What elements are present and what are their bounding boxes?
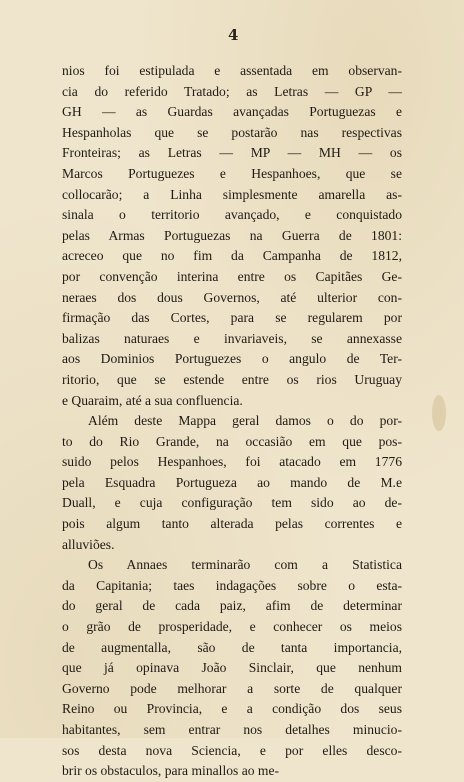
text-line: Duall, e cuja configuração tem sido ao de- [62,495,402,511]
text-line: que já opinava João Sinclair, que nenhum [62,660,402,676]
text-line: acreceo que no fim da Campanha de 1812, [62,248,402,264]
text-line: collocarão; a Linha simplesmente amarella as- [62,186,402,202]
text-line: de augmentalla, são de tanta importancia, [62,639,402,655]
text-line: e Quaraim, até a sua confluencia. [62,392,243,408]
text-line: Hespanholas que se postarão nas respectivas [62,124,402,140]
text-line: por convenção interina entre os Capitães Ge- [62,268,402,284]
text-line: habitantes, sem entrar nos detalhes minucio- [62,722,402,737]
paragraph [62,555,402,782]
text-line: pois algum tanto alterada pelas correntes e [62,516,402,532]
text-line: Marcos Portuguezes e Hespanhoes, que se [62,165,402,181]
text-line: neraes dos dous Governos, até ulterior con- [62,289,402,305]
text-line: Os Annaes terminarão com a Statistica [88,557,402,573]
text-line: sos desta nova Sciencia, e por elles desco- [62,742,402,758]
text-line: ritorio, que se estende entre os rios Uruguay [62,371,402,387]
text-line: alluviões. [62,536,115,552]
body-text [62,61,402,782]
paper-stain [432,395,446,431]
text-line: brir os obstaculos, para minallos ao me- [62,763,280,779]
text-line: Fronteiras; as Letras — MP — MH — os [62,145,402,161]
text-line: GH — as Guardas avançadas Portuguezas e [62,104,402,120]
paragraph [62,61,402,411]
text-line: pela Esquadra Portugueza ao mando de M.e [62,474,402,490]
text-line: sinala o territorio avançado, e conquistado [62,207,402,223]
text-line: suido pelos Hespanhoes, foi atacado em 1776 [62,454,402,470]
text-line: o grão de prosperidade, e conhecer os meios [62,619,402,635]
text-line: cia do referido Tratado; as Letras — GP — [62,83,402,99]
text-line: pelas Armas Portuguezas na Guerra de 1801: [62,227,402,243]
text-line: firmação das Cortes, para se regularem por [62,310,402,326]
text-line: aos Dominios Portuguezes o angulo de Ter- [62,351,402,367]
text-line: Além deste Mappa geral damos o do por- [88,413,402,429]
text-line: Governo pode melhorar a sorte de qualquer [62,680,402,696]
text-line: do geral de cada paiz, afim de determinar [62,598,402,614]
text-line: balizas naturaes e invariaveis, se annexasse [62,330,402,346]
text-line: to do Rio Grande, na occasião em que pos- [62,433,402,449]
paragraph [62,411,402,555]
page-number: 4 [228,26,239,44]
text-line: nios foi estipulada e assentada em observan- [62,63,402,78]
text-line: Reino ou Provincia, e a condição dos seus [62,701,402,717]
text-line: da Capitania; taes indagações sobre o esta- [62,577,402,593]
